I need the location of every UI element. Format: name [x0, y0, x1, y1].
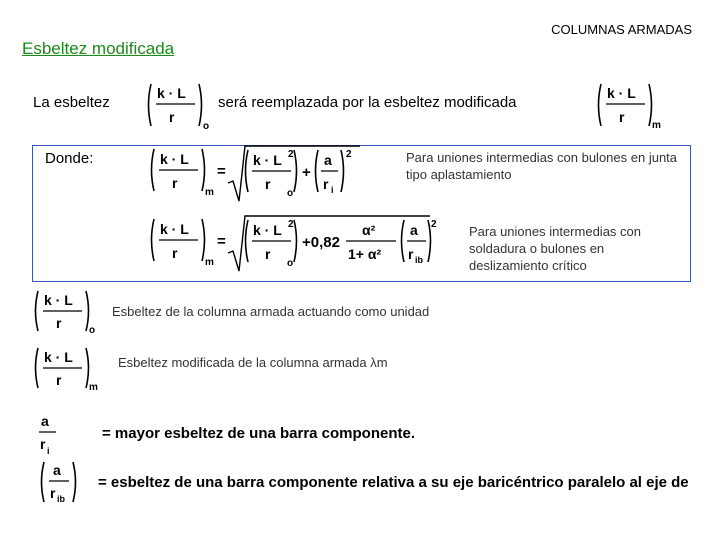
formula-bolted	[148, 143, 363, 205]
formula-bolted-note: Para uniones intermedias con bulones en junta tipo aplastamiento	[406, 150, 678, 182]
svg-text:1+ α²: 1+ α²	[348, 246, 382, 262]
slenderness-o-symbol	[145, 78, 215, 133]
svg-text:2: 2	[288, 219, 294, 230]
svg-text:o: o	[287, 188, 294, 199]
svg-text:a: a	[324, 152, 332, 168]
svg-text:o: o	[203, 121, 210, 132]
svg-text:α²: α²	[362, 222, 376, 238]
intro-middle: será reemplazada por la esbeltez modificada	[218, 94, 517, 111]
svg-text:a: a	[41, 413, 49, 429]
svg-text:r: r	[169, 109, 175, 125]
svg-text:r: r	[40, 436, 46, 452]
svg-text:r: r	[323, 176, 329, 192]
def-ri-symbol	[36, 410, 66, 460]
svg-text:r: r	[56, 315, 62, 331]
svg-text:m: m	[205, 187, 214, 198]
def-rib-symbol	[36, 458, 86, 508]
svg-text:o: o	[89, 325, 96, 336]
svg-text:2: 2	[346, 149, 352, 160]
svg-text:i: i	[47, 446, 50, 456]
svg-text:2: 2	[431, 219, 437, 230]
svg-text:a: a	[410, 222, 418, 238]
svg-text:i: i	[331, 185, 334, 195]
svg-text:=: =	[217, 163, 226, 180]
svg-text:r: r	[172, 175, 178, 191]
svg-text:k · L: k · L	[157, 85, 186, 101]
svg-text:=: =	[217, 233, 226, 250]
definition-o: Esbeltez de la columna armada actuando como unidad	[112, 304, 430, 319]
page-title: Esbeltez modificada	[22, 39, 175, 58]
svg-text:k · L: k · L	[607, 85, 636, 101]
svg-text:r: r	[172, 245, 178, 261]
def-o-symbol	[32, 287, 102, 337]
svg-text:r: r	[619, 109, 625, 125]
svg-text:ib: ib	[415, 255, 423, 265]
svg-text:r: r	[265, 246, 271, 262]
svg-text:k · L: k · L	[160, 151, 189, 167]
svg-text:a: a	[53, 462, 61, 478]
svg-text:+0,82: +0,82	[302, 234, 340, 251]
svg-text:k · L: k · L	[44, 292, 73, 308]
svg-text:m: m	[89, 382, 98, 393]
intro-prefix: La esbeltez	[33, 94, 110, 111]
svg-text:r: r	[408, 246, 414, 262]
svg-text:k · L: k · L	[253, 152, 282, 168]
svg-text:+: +	[302, 164, 311, 181]
svg-text:r: r	[50, 485, 56, 501]
formula-welded	[148, 213, 438, 275]
formula-welded-note: Para uniones intermedias con soldadura o bulones en deslizamiento crítico	[469, 224, 641, 273]
svg-text:o: o	[287, 258, 294, 269]
svg-text:m: m	[652, 120, 661, 131]
definition-rib: = esbeltez de una barra componente relativa a su eje baricéntrico paralelo al eje de	[98, 474, 689, 491]
slenderness-m-symbol	[595, 78, 665, 133]
svg-text:2: 2	[288, 149, 294, 160]
definition-m: Esbeltez modificada de la columna armada λm	[118, 355, 388, 370]
def-m-symbol	[32, 344, 102, 394]
svg-text:k · L: k · L	[253, 222, 282, 238]
svg-text:r: r	[265, 176, 271, 192]
definition-ri: = mayor esbeltez de una barra componente.	[102, 425, 416, 442]
svg-text:k · L: k · L	[44, 349, 73, 365]
svg-text:ib: ib	[57, 494, 65, 504]
donde-label: Donde:	[45, 150, 94, 167]
svg-text:k · L: k · L	[160, 221, 189, 237]
section-header: COLUMNAS ARMADAS	[551, 22, 692, 37]
svg-text:m: m	[205, 257, 214, 268]
svg-text:r: r	[56, 372, 62, 388]
